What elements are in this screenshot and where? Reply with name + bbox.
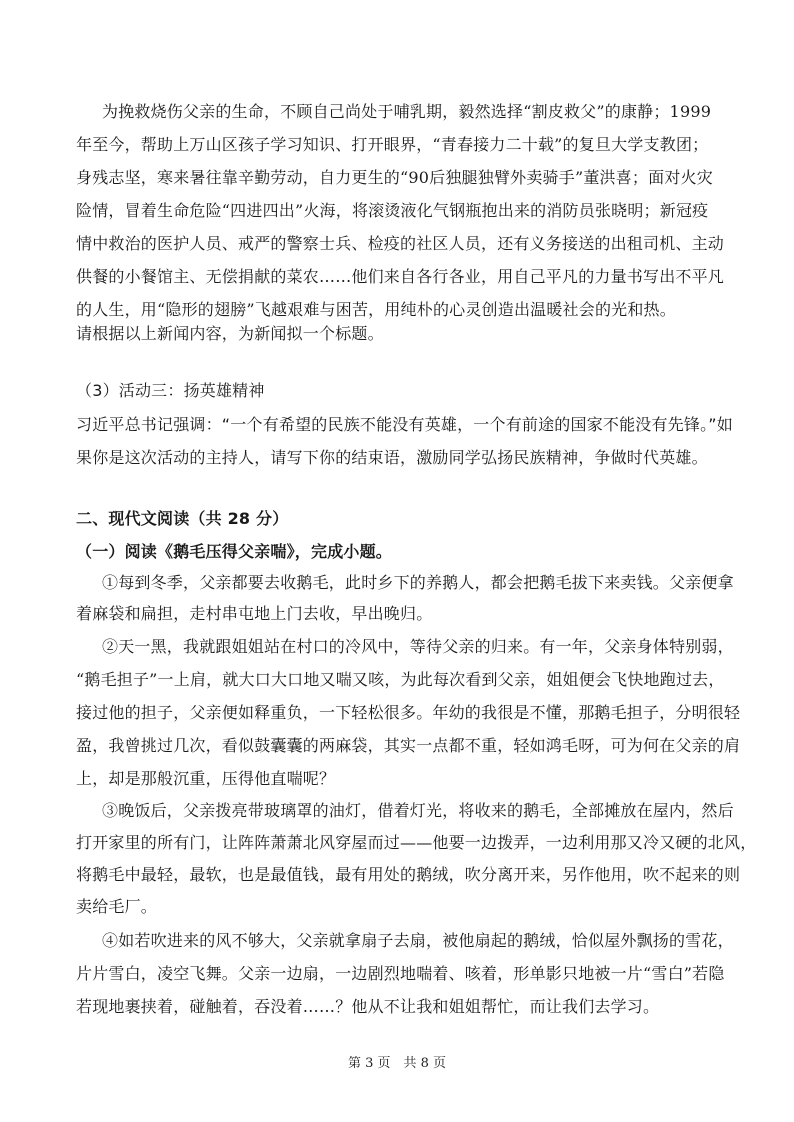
activity-line: 果你是这次活动的主持人，请写下你的结束语，激励同学弘扬民族精神，争做时代英雄。 bbox=[76, 448, 708, 467]
passage-line: ①每到冬季，父亲都要去收鹅毛，此时乡下的养鹅人，都会把鹅毛拔下来卖钱。父亲便拿 bbox=[102, 573, 734, 592]
news-line: 身残志坚，寒来暑往靠辛勤劳动，自力更生的“90后独腿独臂外卖骑手”董洪喜；面对火灾 bbox=[76, 168, 713, 187]
news-line: 年至今，帮助上万山区孩子学习知识、打开眼界，“青春接力二十载”的复旦大学支教团； bbox=[76, 135, 709, 154]
passage-line: 若现地裹挟着，碰触着，吞没着……？他从不让我和姐姐帮忙，而让我们去学习。 bbox=[76, 997, 660, 1016]
page-number: 第 3 页 共 8 页 bbox=[347, 1056, 447, 1071]
passage-line: 将鹅毛中最轻，最软，也是最值钱，最有用处的鹅绒，吹分离开来，另作他用，吹不起来的则 bbox=[76, 865, 741, 884]
passage-line: 着麻袋和扁担，走村串屯地上门去收，早出晚归。 bbox=[76, 604, 433, 623]
news-line: 为挽救烧伤父亲的生命，不顾自己尚处于哺乳期，毅然选择“割皮救父”的康静；1999 bbox=[102, 102, 712, 121]
passage-line: “鹅毛担子”一上肩，就大口大口地又喘又咳，为此每次看到父亲，姐姐便会飞快地跑过去， bbox=[76, 670, 725, 689]
news-line: 险情，冒着生命危险“四进四出”火海，将滚烫液化气钢瓶抱出来的消防员张晓明；新冠疫 bbox=[76, 201, 709, 220]
section-heading: 二、现代文阅读（共 28 分） bbox=[76, 509, 289, 528]
question-prompt: 请根据以上新闻内容，为新闻拟一个标题。 bbox=[76, 324, 384, 343]
passage-line: ②天一黑，我就跟姐姐站在村口的冷风中，等待父亲的归来。有一年，父亲身体特别弱， bbox=[102, 637, 734, 656]
news-line: 情中救治的医护人员、戒严的警察士兵、检疫的社区人员，还有义务接送的出租司机、主动 bbox=[76, 234, 725, 253]
passage-line: ④如若吹进来的风不够大，父亲就拿扇子去扇，被他扇起的鹅绒，恰似屋外飘扬的雪花， bbox=[102, 931, 734, 950]
passage-heading: （一）阅读《鹅毛压得父亲喘》，完成小题。 bbox=[76, 542, 393, 561]
activity-line: 习近平总书记强调：“一个有希望的民族不能没有英雄，一个有前途的国家不能没有先锋。”如 bbox=[76, 415, 733, 434]
passage-line: 卖给毛厂。 bbox=[76, 897, 158, 916]
news-line: 的人生，用“隐形的翅膀”飞越艰难与困苦，用纯朴的心灵创造出温暖社会的光和热。 bbox=[76, 300, 676, 319]
passage-line: ③晚饭后，父亲拨亮带玻璃罩的油灯，借着灯光，将收来的鹅毛，全部摊放在屋内，然后 bbox=[102, 801, 734, 820]
activity-title: （3）活动三：扬英雄精神 bbox=[76, 381, 265, 400]
passage-line: 盈，我曾挑过几次，看似鼓囊囊的两麻袋，其实一点都不重，轻如鸿毛呀，可为何在父亲的肩 bbox=[76, 736, 741, 755]
passage-line: 接过他的担子，父亲便如释重负，一下轻松很多。年幼的我很是不懂，那鹅毛担子，分明很轻 bbox=[76, 703, 741, 722]
news-line: 供餐的小餐馆主、无偿捐献的菜农……他们来自各行各业，用自己平凡的力量书写出不平凡 bbox=[76, 267, 725, 286]
passage-line: 打开家里的所有门，让阵阵萧萧北风穿屋而过——他要一边拨弄，一边利用那又冷又硬的北风， bbox=[76, 833, 757, 852]
passage-line: 上，却是那般沉重，压得他直喘呢？ bbox=[76, 769, 336, 788]
passage-line: 片片雪白，凌空飞舞。父亲一边扇，一边剧烈地喘着、咳着，形单影只地被一片“雪白”若隐 bbox=[76, 964, 725, 983]
